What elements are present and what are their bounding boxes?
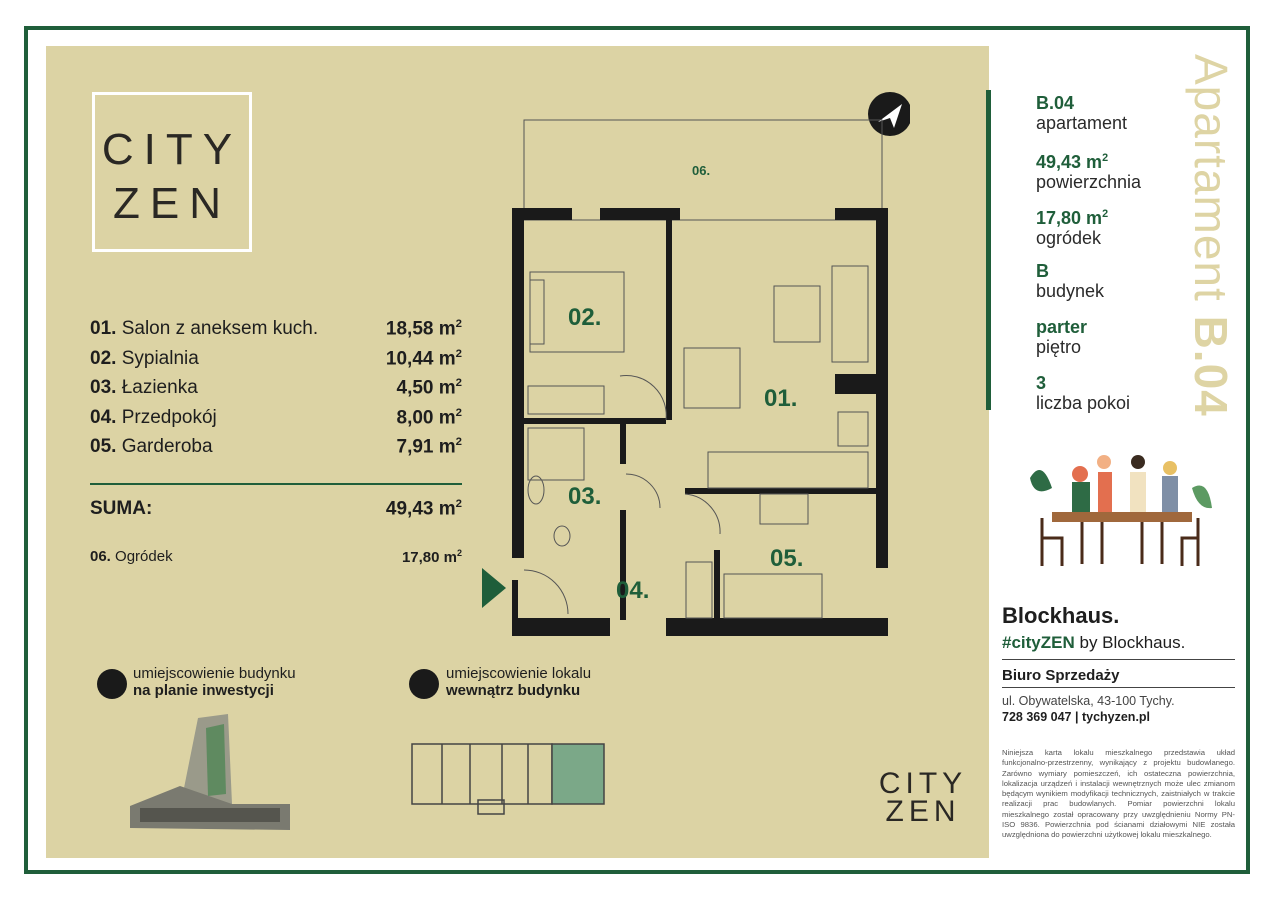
- rug-icon: [774, 286, 820, 342]
- building-location-line2: wewnątrz budynku: [446, 682, 581, 699]
- info-area-label: powierzchnia: [1036, 172, 1142, 192]
- office-contact[interactable]: 728 369 047 | tychyzen.pl: [1002, 710, 1151, 724]
- garden-row: 06. Ogródek 17,80 $m^2$: [90, 548, 462, 566]
- cityzen-logo-small: [878, 767, 968, 830]
- small-logo-line-2: ZEN: [885, 795, 961, 828]
- door-icon: [524, 570, 568, 614]
- plan-label-06: 06.: [692, 163, 711, 178]
- room-row: 02. Sypialnia 10,44 $m^2$: [90, 347, 462, 369]
- room-name: Łazienka: [121, 377, 198, 398]
- plan-label-03: 03.: [568, 483, 602, 510]
- door-icon: [685, 494, 720, 534]
- info-code-value: B.04: [1036, 93, 1075, 113]
- building-location-line1: umiejscowienie lokalu: [446, 665, 592, 682]
- room-area: 7,91 m: [396, 436, 456, 458]
- sum-divider: [90, 483, 462, 485]
- divider: [1002, 659, 1235, 660]
- room-row: 01. Salon z aneksem kuch. 18,58 $m^2$: [90, 318, 462, 340]
- info-rooms: [1036, 373, 1130, 413]
- investment-location-line1: umiejscowienie budynku: [133, 665, 296, 682]
- info-floor-value: parter: [1036, 317, 1088, 337]
- hall-wardrobe-icon: [686, 562, 712, 618]
- room-name: Sypialnia: [121, 347, 199, 369]
- room-row: 05. Garderoba 7,91 $m^2$: [90, 436, 462, 458]
- hashtag-by: by Blockhaus.: [1079, 633, 1186, 652]
- room-area: 8,00 m: [396, 406, 456, 428]
- door-icon: [626, 474, 660, 508]
- room-name: Przedpokój: [121, 406, 217, 428]
- logo-line-1: CITY: [101, 125, 243, 174]
- site-plan-map: [120, 708, 295, 838]
- info-code: [1036, 93, 1127, 133]
- vertical-title-code: B.04: [1185, 315, 1237, 417]
- plan-label-04: 04.: [616, 577, 650, 604]
- dining-table-icon: [684, 348, 740, 408]
- dressing-bed-icon: [724, 574, 822, 618]
- room-number: 02.: [90, 347, 117, 369]
- small-logo-line-1: CITY: [878, 767, 968, 800]
- room-list: [90, 318, 462, 466]
- location-arrow-icon: [97, 669, 127, 699]
- building-plan-map: [408, 730, 608, 820]
- info-floor-label: piętro: [1036, 337, 1082, 357]
- info-rooms-value: 3: [1036, 373, 1047, 393]
- building-location-label: [446, 665, 591, 699]
- cooktop-icon: [838, 412, 868, 446]
- room-number: 05.: [90, 436, 117, 457]
- cityzen-logo: [92, 92, 252, 252]
- info-area-value: 49,43 m: [1036, 152, 1103, 172]
- room-area: 18,58 m: [385, 318, 456, 340]
- room-name: Salon z aneksem kuch.: [121, 318, 319, 339]
- divider: [1002, 687, 1235, 688]
- floor-plan: [470, 90, 910, 650]
- info-building: [1036, 261, 1104, 301]
- hashtag: [1002, 633, 1185, 653]
- room-name: Garderoba: [121, 436, 213, 457]
- hashtag-tag: #cityZEN: [1002, 633, 1075, 652]
- sales-office-title: Biuro Sprzedaży: [1002, 667, 1120, 684]
- location-arrow-icon: [409, 669, 439, 699]
- vertical-title: [1186, 54, 1238, 454]
- disclaimer-text: Niniejsza karta lokalu mieszkalnego przedstawia układ funkcjonalno-przestrzenny, wynikający z projektu budowlanego. Zarówno wymiary pomieszczeń, ich ostateczna powierzchnia, lokalizacja urządzeń i instalacji wewnętrznych może ulec zmianom będącym wynikiem modyfikacji technicznych, zaistniałych w trakcie realizacji prac budowlanych. Pomiar powierzchni lokalu mieszkalnego został opracowany przy uwzględnieniu Normy PN-ISO 9836. Powierzchnia pod ścianami działowymi NIE została uwzględniona do powierzchni użytkowej lokalu mieszkalnego.: [1002, 748, 1235, 840]
- room-number: 04.: [90, 406, 117, 428]
- garden-name: Ogródek: [115, 548, 173, 565]
- room-row: 04. Przedpokój 8,00 $m^2$: [90, 406, 462, 428]
- info-building-label: budynek: [1036, 281, 1105, 301]
- info-code-label: apartament: [1036, 113, 1128, 133]
- dining-people-illustration: [1022, 448, 1216, 568]
- room-number: 03.: [90, 377, 117, 398]
- room-area: 10,44 m: [385, 347, 456, 369]
- entrance-arrow-icon: [482, 568, 506, 608]
- sum-area: 49,43 m: [385, 498, 456, 520]
- investment-location-label: [133, 665, 296, 699]
- kitchen-counter-icon: [708, 452, 868, 488]
- sum-row: SUMA: 49,43 $m^2$: [90, 498, 462, 520]
- vertical-title-word: Apartament: [1185, 54, 1237, 302]
- room-number: 01.: [90, 318, 117, 339]
- info-area: 49,43 $m^2$ powierzchnia: [1036, 152, 1142, 192]
- room-row: 03. Łazienka 4,50 $m^2$: [90, 377, 462, 399]
- office-address: ul. Obywatelska, 43-100 Tychy.: [1002, 694, 1175, 708]
- sofa-icon: [832, 266, 868, 362]
- desk-icon: [760, 494, 808, 524]
- garden-area: 17,80 m: [401, 549, 457, 566]
- wardrobe-icon: [528, 386, 604, 414]
- info-garden-value: 17,80 m: [1036, 208, 1103, 228]
- plan-label-05: 05.: [770, 545, 804, 572]
- info-rooms-label: liczba pokoi: [1036, 393, 1131, 413]
- sum-label: SUMA:: [90, 498, 153, 519]
- investment-location-line2: na planie inwestycji: [133, 682, 274, 699]
- garden-number: 06.: [90, 548, 111, 565]
- door-icon: [620, 376, 666, 420]
- north-arrow-icon: [868, 92, 910, 136]
- info-building-value: B: [1036, 261, 1049, 281]
- room-area: 4,50 m: [396, 377, 456, 399]
- shower-icon: [528, 428, 584, 480]
- brand-name: Blockhaus.: [1002, 603, 1120, 628]
- info-garden: 17,80 $m^2$ ogródek: [1036, 208, 1109, 248]
- logo-line-2: ZEN: [113, 179, 231, 228]
- toilet-icon: [554, 526, 570, 546]
- plan-label-02: 02.: [568, 304, 602, 331]
- plan-label-01: 01.: [764, 385, 798, 412]
- info-garden-label: ogródek: [1036, 228, 1102, 248]
- info-accent-bar: [986, 90, 991, 410]
- info-floor: [1036, 317, 1087, 357]
